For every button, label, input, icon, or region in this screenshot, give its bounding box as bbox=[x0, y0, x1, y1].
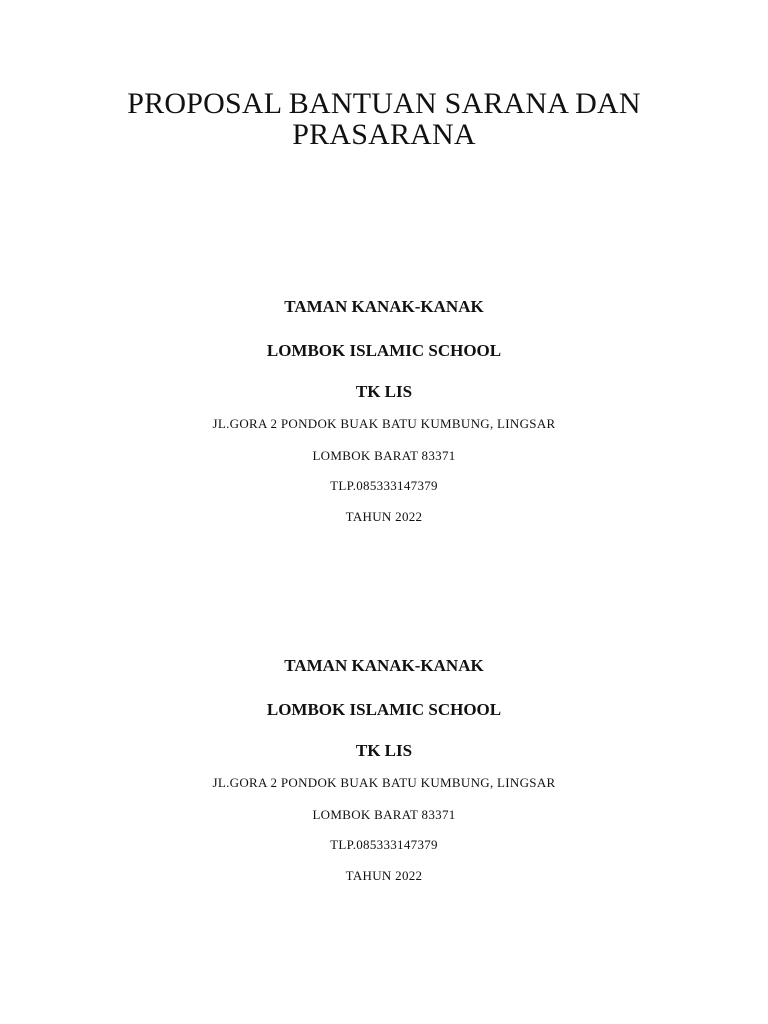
document-title-line-2: PRASARANA bbox=[292, 118, 476, 151]
school-kind: TAMAN KANAK-KANAK bbox=[284, 656, 484, 675]
school-short-name: TK LIS bbox=[355, 382, 413, 401]
school-phone: TLP.085333147379 bbox=[330, 478, 438, 493]
school-phone: TLP.085333147379 bbox=[330, 837, 438, 852]
school-short-name: TK LIS bbox=[355, 741, 413, 760]
school-year: TAHUN 2022 bbox=[345, 509, 423, 524]
school-name: LOMBOK ISLAMIC SCHOOL bbox=[266, 341, 502, 360]
school-kind: TAMAN KANAK-KANAK bbox=[284, 297, 484, 316]
school-year: TAHUN 2022 bbox=[345, 868, 423, 883]
document-title bbox=[0, 88, 768, 150]
school-city: LOMBOK BARAT 83371 bbox=[312, 448, 456, 463]
school-city: LOMBOK BARAT 83371 bbox=[312, 807, 456, 822]
school-address: JL.GORA 2 PONDOK BUAK BATU KUMBUNG, LINGSAR bbox=[212, 416, 556, 431]
school-address: JL.GORA 2 PONDOK BUAK BATU KUMBUNG, LINGSAR bbox=[212, 775, 556, 790]
document-title-line-1: PROPOSAL BANTUAN SARANA DAN bbox=[127, 87, 641, 120]
school-name: LOMBOK ISLAMIC SCHOOL bbox=[266, 700, 502, 719]
